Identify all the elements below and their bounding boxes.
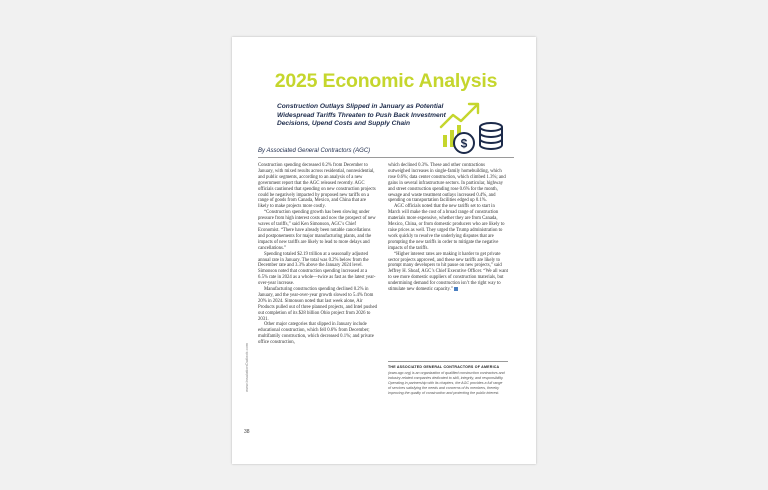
- byline: By Associated General Contractors (AGC): [258, 148, 371, 154]
- svg-text:$: $: [460, 136, 468, 151]
- divider: [258, 157, 514, 158]
- body-column-left: [258, 163, 378, 346]
- paragraph: “Construction spending growth has been slowing under pressure from high interest costs and now the prospect of new waves of tariffs,” said Ken Simonson, AGC’s Chief Economist. “There have already been notable cancellations and postponements for major manufacturing plants, and the impacts of new tariffs are likely to lead to more delays and cancellations.”: [258, 210, 376, 251]
- paragraph-text: “Higher interest rates are making it harder to get private sector projects approved, and these new tariffs are likely to prompt many developers to hit pause on new projects,” said Jeffrey H. Shoaf, AGC’s Chief Executive Officer. “We all want to see more domestic suppliers of construction materials, but undermining demand for construction isn’t the right way to stimulate new domestic capacity.”: [388, 251, 509, 293]
- end-mark-icon: [454, 287, 458, 291]
- article-title: 2025 Economic Analysis: [274, 70, 498, 92]
- paragraph: Manufacturing construction spending declined 0.2% in January, and the year-over-year growth slowed to 5.4% from 20% in 2024. Simonson noted that last week alone, Air Products pulled out of three planned projects, and Intel pushed out completion of its $28 billion Ohio project from 2026 to 2031.: [258, 287, 377, 322]
- money-growth-chart-icon: [437, 97, 507, 155]
- paragraph: AGC officials noted that the new tariffs set to start in March will make the cost of a broad range of construction materials more expensive, whether they are from Canada, Mexico, China, or from domestic producers who are likely to raise prices as well. They urged the Trump administration to work quickly to resolve the underlying disputes that are prompting the new tariffs in order to mitigate the negative impacts of the tariffs.: [388, 204, 505, 251]
- paragraph: Other major categories that slipped in January include educational construction, which fell 0.6% from December; multifamily construction, which decreased 0.1%; and private office construction,: [258, 322, 374, 346]
- page-number: 38: [244, 429, 250, 435]
- body-column-right: [388, 163, 508, 293]
- paragraph: [388, 252, 508, 293]
- about-heading: THE ASSOCIATED GENERAL CONTRACTORS OF AMERICA: [388, 365, 500, 369]
- divider: [388, 361, 508, 362]
- magazine-page: [232, 37, 536, 464]
- about-text: (www.agc.org) is an organization of qualified construction contractors and industry-related companies dedicated to skill, integrity, and responsibility. Operating in partnership with its chapters, the AGC provides a full range of services satisfying the needs and concerns of its members, thereby improving the quality of construction and protecting the public interest.: [388, 371, 505, 395]
- paragraph: which declined 0.3%. These and other contractions outweighed increases in single-family homebuilding, which rose 0.6%; data center construction, which climbed 1.3%; and gains in several infrastructure sectors. In particular, highway and street construction spending rose 0.6% for the month, sewage and waste treatment outlays increased 0.4%, and spending on transportation facilities edged up 0.1%.: [388, 163, 506, 204]
- paragraph: Construction spending decreased 0.2% from December to January, with mixed results across residential, nonresidential, and public segments, according to an analysis of a new government report that the AGC released recently. AGC officials cautioned that spending on new construction projects could be negatively impacted by proposed new tariffs on a range of goods from Canada, Mexico, and China that are likely to make projects more costly.: [258, 163, 376, 210]
- article-subtitle: Construction Outlays Slipped in January as Potential Widespread Tariffs Threaten to Push Back Investment Decisions, Upend Costs and Supply Chain: [277, 103, 446, 127]
- paragraph: Spending totaled $2.19 trillion at a seasonally adjusted annual rate in January. The total was 0.2% below from the December rate and 3.3% above the January 2024 level. Simonson noted that construction spending increased at a 6.5% rate in 2024 as a whole—twice as fast as the latest year-over-year increase.: [258, 251, 376, 287]
- website-url: www.InsulationOutlook.com: [244, 342, 249, 392]
